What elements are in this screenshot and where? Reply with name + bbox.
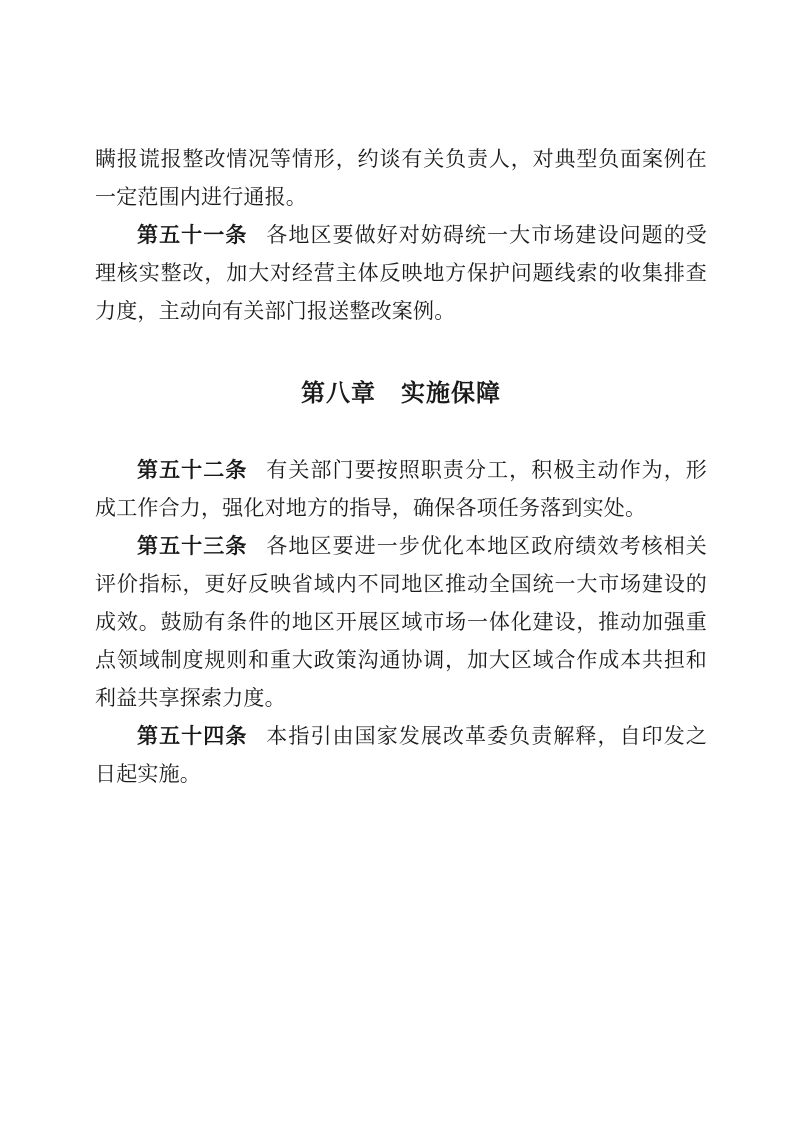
article-54-paragraph <box>95 717 707 793</box>
article-52-text: 有关部门要按照职责分工，积极主动作为，形成工作合力，强化对地方的指导，确保各项任务落到实处。 <box>95 458 708 520</box>
article-51-paragraph <box>95 216 707 330</box>
article-52-number: 第五十二条 <box>137 458 248 482</box>
paragraph-text: 瞒报谎报整改情况等情形，约谈有关负责人，对典型负面案例在一定范围内进行通报。 <box>95 147 707 209</box>
continuation-paragraph <box>95 140 707 216</box>
chapter-8-heading: 第八章 实施保障 <box>301 381 501 407</box>
article-52-paragraph <box>95 451 707 527</box>
article-53-number: 第五十三条 <box>137 534 248 558</box>
article-53-paragraph <box>95 527 707 717</box>
article-51-number: 第五十一条 <box>137 223 248 247</box>
article-51-text: 各地区要做好对妨碍统一大市场建设问题的受理核实整改，加大对经营主体反映地方保护问题线索的收集排查力度，主动向有关部门报送整改案例。 <box>95 223 708 323</box>
article-54-number: 第五十四条 <box>137 724 248 748</box>
article-54-text: 本指引由国家发展改革委负责解释，自印发之日起实施。 <box>95 724 708 786</box>
article-53-text: 各地区要进一步优化本地区政府绩效考核相关评价指标，更好反映省域内不同地区推动全国统一大市场建设的成效。鼓励有条件的地区开展区域市场一体化建设，推动加强重点领域制度规则和重大政策沟通协调，加大区域合作成本共担和利益共享探索力度。 <box>95 534 708 710</box>
